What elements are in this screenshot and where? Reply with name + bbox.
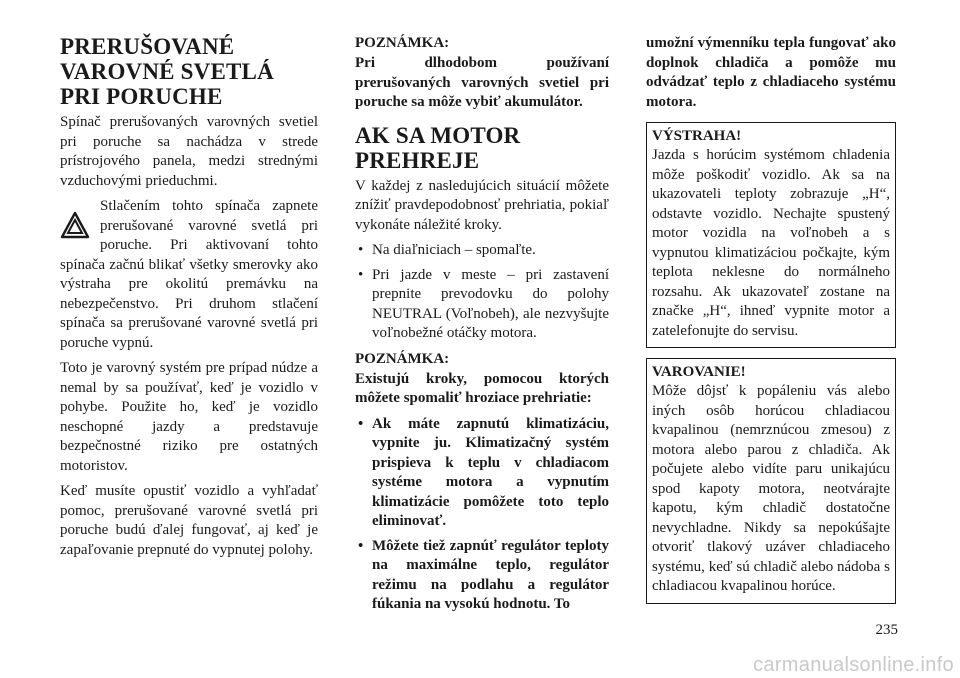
note-heading: POZNÁMKA: (355, 350, 450, 367)
warning-text: Jazda s horúcim systémom chladenia môže poškodiť vozidlo. Ak sa na ukazovateli teploty zobrazuje „H“, odstavte vozidlo. Nechajte spustený motor vozidla na voľnobeh a s vypnutou klimatizáciou počkajte, kým teplota neklesne do normálneho rozsahu. Ak ukazovateľ zostane na značke „H“, ihneď vypnite motor a zatelefonujte do servisu. (652, 147, 890, 339)
warning-title: VÝSTRAHA! (652, 128, 742, 144)
page-number: 235 (875, 622, 898, 638)
steps-list (355, 415, 609, 615)
overheating-list (355, 241, 609, 344)
emergency-system-paragraph: Toto je varovný systém pre prípad núdze a nemal by sa používať, keď je vozidlo v pohybe. Použite ho, keď je vozidlo neschopné jazdy a predstavuje bezpečnostné riziko pre ostatných motoristov. (60, 360, 318, 474)
section-heading-hazard-lights: PRERUŠOVANÉ VAROVNÉ SVETLÁ PRI PORUCHE (60, 34, 274, 109)
note-steps-text: Existujú kroky, pomocou ktorých môžete spomaliť hroziace prehriatie: (355, 370, 609, 406)
caution-title: VAROVANIE! (652, 364, 746, 380)
watermark: carmanualsonline.info (753, 654, 954, 676)
overheating-intro: V každej z nasledujúcich situácií môžete znížiť pravdepodobnosť prehriatia, pokiaľ vykonáte náležité kroky. (355, 177, 609, 233)
caution-box (646, 358, 896, 604)
hazard-location-paragraph: Spínač prerušovaných varovných svetiel pri poruche sa nachádza v strede prístrojového panela, medzi strednými vzduchovými prieduchmi. (60, 114, 318, 189)
section-heading-overheating: AK SA MOTOR PREHREJE (355, 122, 521, 173)
hazard-switch-text: Stlačením tohto spínača zapnete prerušované varovné svetlá pri poruche. Pri aktivovaní tohto spínača začnú blikať všetky smerovky ako výstraha pre okolitú premávku na nebezpečenstvo. Pri druhom stlačení spínača sa prerušované varovné svetlá pri poruche vypnú. (60, 198, 318, 351)
list-item: • Ak máte zapnutú klimatizáciu, vypnite ju. Klimatizačný systém prispieva k teplu v chladiacom systéme motora a vypnutím klimatizácie pomôžete toto teplo eliminovať. (358, 415, 609, 529)
list-item: • Môžete tiež zapnúť regulátor teploty na maximálne teplo, regulátor režimu na podlahu a regulátor fúkania na vysokú hodnotu. To (358, 537, 609, 612)
warning-box (646, 122, 896, 348)
column-middle (355, 34, 609, 621)
continuation-text: umožní výmenníku tepla fungovať ako doplnok chladiča a pomôže mu odvádzať teplo z chladiaceho systému motora. (646, 35, 896, 110)
note-battery-text: Pri dlhodobom používaní prerušovaných varovných svetiel pri poruche sa môže vybiť akumulátor. (355, 55, 609, 110)
caution-text: Môže dôjsť k popáleniu vás alebo iných osôb horúcou chladiacou kvapalinou (nemrznúcou zmesou) z motora alebo parou z chladiča. Ak počujete alebo vidíte paru unikajúcu spod kapoty motora, neotvárajte kapotu, kým chladič dostatočne nevychladne. Nikdy sa nepokúšajte otvoriť tlakový uzáver chladiaceho systému, keď sú chladič alebo nádoba s chladiacou kvapalinou horúce. (652, 383, 890, 594)
hazard-triangle-icon (60, 203, 90, 247)
list-item: • Pri jazde v meste – pri zastavení prepnite prevodovku do polohy NEUTRAL (Voľnobeh), ale nezvyšujte voľnobežné otáčky motora. (358, 266, 609, 341)
hazard-switch-paragraph (60, 197, 318, 353)
column-right (646, 34, 896, 614)
list-item: • Na diaľniciach – spomaľte. (358, 242, 536, 258)
leave-vehicle-paragraph: Keď musíte opustiť vozidlo a vyhľadať pomoc, prerušované varovné svetlá pri poruche budú ďalej fungovať, aj keď je zapaľovanie prepnuté do vypnutej polohy. (60, 483, 318, 558)
column-left (60, 34, 318, 566)
note-heading: POZNÁMKA: (355, 35, 450, 51)
